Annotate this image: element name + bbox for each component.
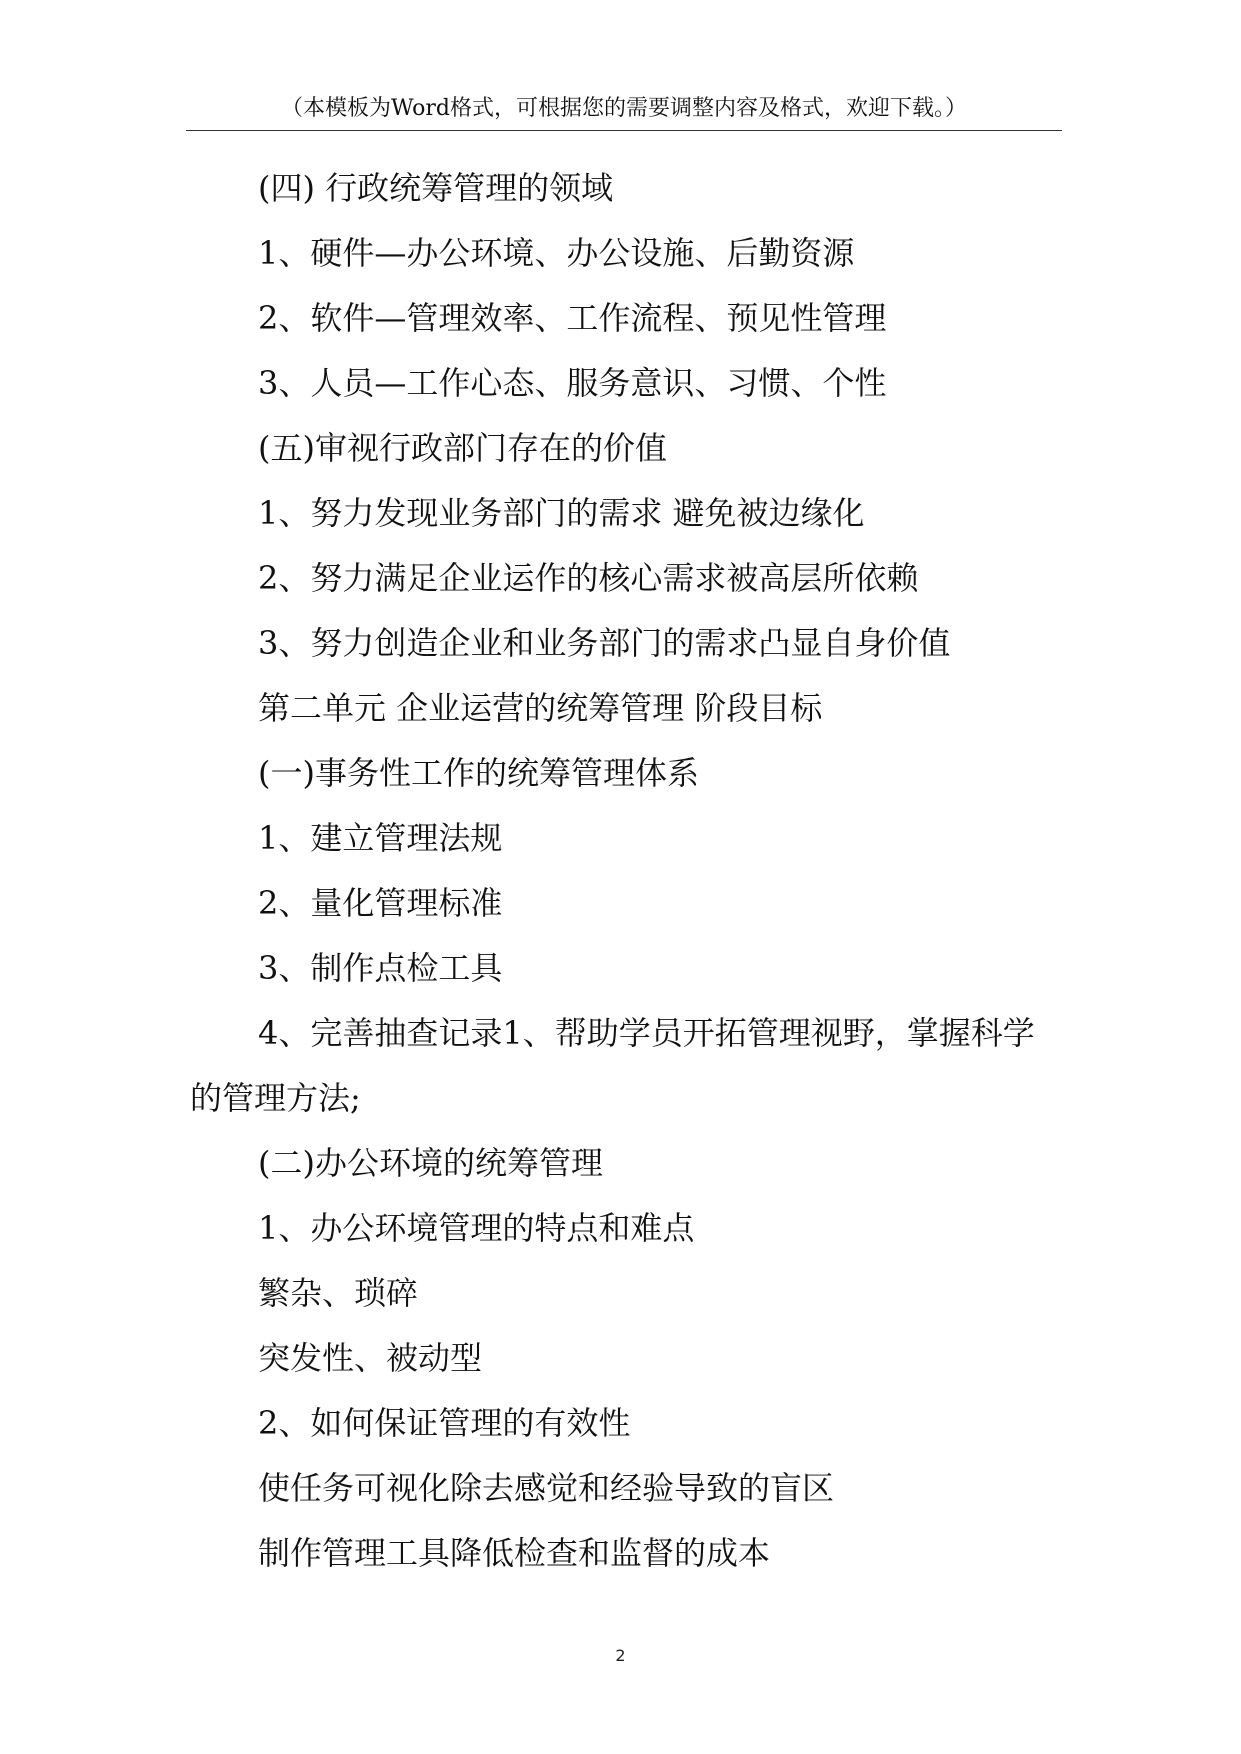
document-body	[190, 156, 1060, 1586]
list-item: 1、办公环境管理的特点和难点	[258, 1209, 695, 1247]
list-item: 制作管理工具降低检查和监督的成本	[258, 1534, 771, 1572]
page-number: 2	[615, 1646, 626, 1665]
header-divider	[186, 130, 1062, 131]
list-item: 2、如何保证管理的有效性	[258, 1404, 631, 1442]
list-item: 2、量化管理标准	[258, 884, 503, 922]
list-item: 3、人员—工作心态、服务意识、习惯、个性	[258, 364, 887, 402]
list-item: 突发性、被动型	[258, 1339, 483, 1377]
list-item: 1、建立管理法规	[258, 819, 503, 857]
section-heading-2: (二)办公环境的统筹管理	[258, 1144, 603, 1182]
list-item-wrapped: 4、完善抽查记录1、帮助学员开拓管理视野，掌握科学的管理方法;	[190, 1014, 1035, 1117]
list-item: 3、努力创造企业和业务部门的需求凸显自身价值	[258, 624, 951, 662]
list-item: 使任务可视化除去感觉和经验导致的盲区	[258, 1469, 835, 1507]
list-item: 1、努力发现业务部门的需求 避免被边缘化	[258, 494, 865, 532]
list-item: 1、硬件—办公环境、办公设施、后勤资源	[258, 234, 855, 272]
unit-heading: 第二单元 企业运营的统筹管理 阶段目标	[258, 689, 823, 727]
list-item: 2、努力满足企业运作的核心需求被高层所依赖	[258, 559, 919, 597]
list-item: 2、软件—管理效率、工作流程、预见性管理	[258, 299, 887, 337]
header-note: （本模板为Word格式，可根据您的需要调整内容及格式，欢迎下载。）	[281, 96, 967, 121]
list-item: 繁杂、琐碎	[258, 1274, 419, 1312]
list-item: 3、制作点检工具	[258, 949, 503, 987]
section-heading-1: (一)事务性工作的统筹管理体系	[258, 754, 699, 792]
section-heading-5: (五)审视行政部门存在的价值	[258, 429, 667, 467]
section-heading-4: (四) 行政统筹管理的领域	[258, 169, 614, 207]
